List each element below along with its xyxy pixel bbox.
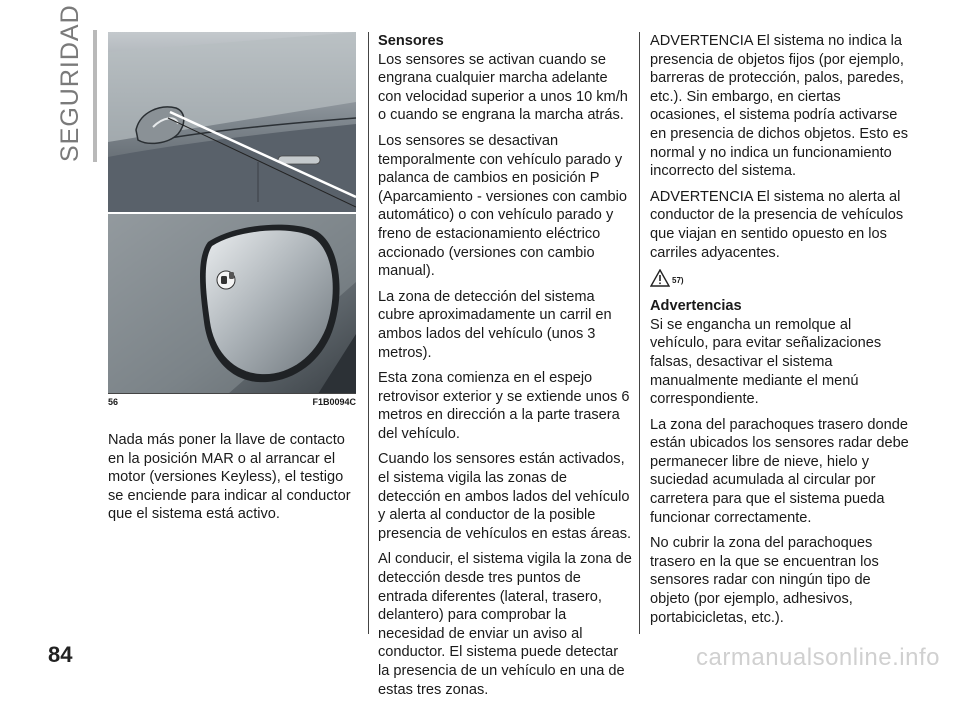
figure-side-mirror-photo (108, 32, 356, 394)
column-2 (378, 32, 632, 706)
paragraph: ADVERTENCIA El sistema no alerta al conductor de la presencia de vehículos que viajan en sentido opuesto en los carriles adyacentes. (650, 188, 904, 261)
paragraph: Nada más poner la llave de contacto en la posición MAR o al arrancar el motor (versiones Keyless), el testigo se enciende para indicar al conductor que el sistema está activo. (108, 432, 351, 523)
paragraph: Cuando los sensores están activados, el sistema vigila las zonas de detección en ambos lados del vehículo y alerta al conductor de la posible presencia de vehículos en estas áreas. (378, 451, 632, 542)
paragraph: La zona del parachoques trasero donde están ubicados los sensores radar debe permanecer libre de nieve, hielo y suciedad acumulada al circular por carretera para que el sistema pueda funcionar correctamente. (650, 416, 909, 526)
figure-caption (108, 397, 356, 411)
warning-ref-number: 57) (672, 276, 684, 286)
heading-sensores: Sensores (378, 33, 444, 49)
car-side-view (108, 32, 356, 212)
mirror-closeup (108, 214, 356, 394)
heading-advertencias: Advertencias (650, 298, 742, 315)
paragraph: Los sensores se desactivan temporalmente con vehículo parado y palanca de cambios en posición P (Aparcamiento - versiones con cambio automático) o con vehículo parado y freno de estacionamiento eléctrico accionado (versiones con cambio manual). (378, 132, 628, 280)
warning-reference (650, 269, 912, 295)
paragraph: Si se engancha un remolque al vehículo, para evitar señalizaciones falsas, desactivar el sistema manualmente mediante el menú correspondiente. (650, 316, 882, 408)
page-number: 84 (48, 642, 73, 667)
column-1 (108, 431, 360, 531)
section-marker-bar (93, 30, 97, 162)
column-divider (368, 32, 369, 634)
figure-number: 56 (108, 397, 119, 407)
section-title: SEGURIDAD (56, 4, 84, 162)
paragraph: La zona de detección del sistema cubre aproximadamente un carril en ambos lados del vehículo (unos 3 metros). (378, 288, 612, 361)
figure-caption-rule (108, 393, 356, 394)
paragraph: Esta zona comienza en el espejo retrovisor exterior y se extiende unos 6 metros en dirección a la parte trasera del vehículo. (378, 370, 630, 442)
figure-code: F1B0094C (312, 397, 356, 407)
paragraph: Al conducir, el sistema vigila la zona de detección desde tres puntos de entrada diferentes (lateral, trasero, delantero) para comprobar la necesidad de enviar un aviso al conductor. El sistema puede detectar la presencia de un vehículo en una de estas tres zonas. (378, 551, 632, 698)
warning-triangle-icon (650, 269, 670, 287)
paragraph: ADVERTENCIA El sistema no indica la presencia de objetos fijos (por ejemplo, barreras de protección, palos, paredes, etc.). Sin embargo, en ciertas ocasiones, el sistema podría activarse en presencia de dichos objetos. Esto es normal y no indica un funcionamiento incorrecto del sistema. (650, 33, 908, 180)
paragraph: No cubrir la zona del parachoques trasero en la que se encuentran los sensores radar con ningún tipo de objeto (por ejemplo, adhesivos, portabicicletas, etc.). (650, 535, 879, 626)
footer-watermark: carmanualsonline.info (696, 644, 940, 671)
column-divider (639, 32, 640, 634)
blind-spot-indicator-icon (217, 271, 235, 289)
paragraph: Los sensores se activan cuando se engrana cualquier marcha adelante con velocidad superior a unos 10 km/h o cuando se engrana la marcha atrás. (378, 51, 628, 124)
column-3 (650, 32, 912, 634)
